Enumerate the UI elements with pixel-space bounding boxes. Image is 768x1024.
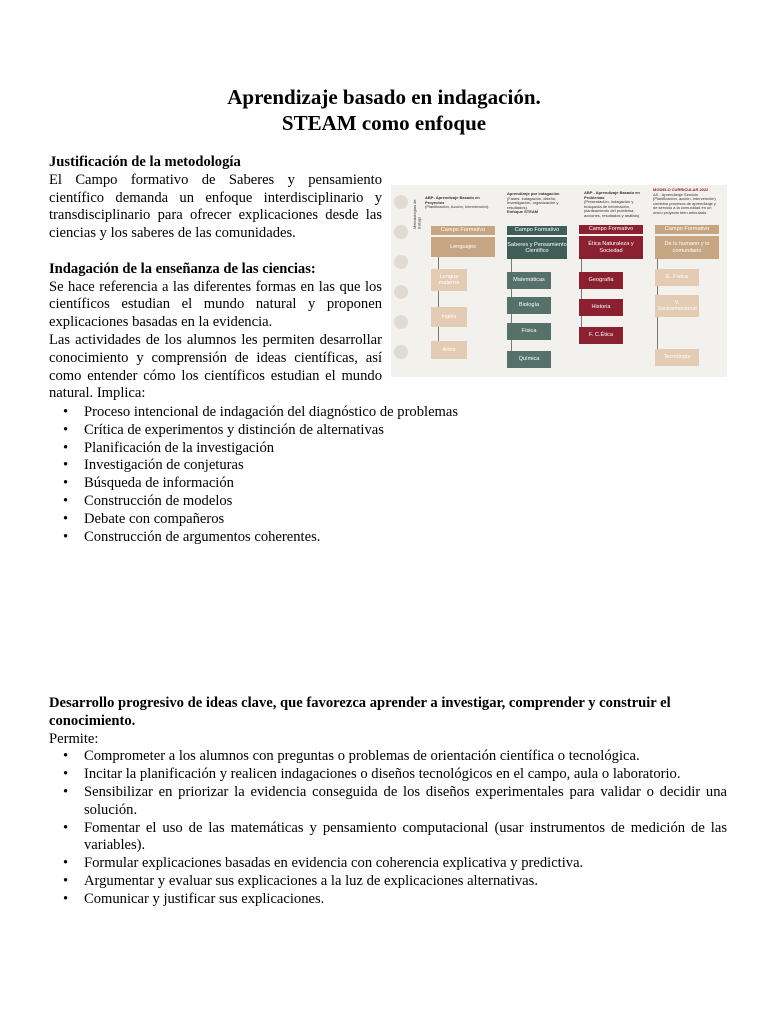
- diagram-vertical-label: Metodologías de trabajo: [412, 199, 422, 229]
- paragraph: El Campo formativo de Saberes y pensamiento científico demanda un enfoque interdisciplinario y transdisciplinario para ofrecer explicaciones desde las ciencias y los saberes de las comunidades.: [49, 171, 382, 242]
- col4-item: V. Socioemocional: [655, 295, 699, 317]
- col2-note: [507, 192, 567, 215]
- col2-item: Matemáticas: [507, 272, 551, 289]
- list-item: • Proceso intencional de indagación del diagnóstico de problemas: [49, 404, 729, 422]
- col2-item: Física: [507, 323, 551, 340]
- list-item: • Comunicar y justificar sus explicaciones.: [49, 891, 727, 909]
- col1-item: Inglés: [431, 307, 467, 327]
- col4-note-title: MODELO CURRICULAR 2022: [653, 187, 709, 192]
- list-item: • Comprometer a los alumnos con preguntas o problemas de orientación científica o tecnológica.: [49, 748, 727, 766]
- col4-item: E. Física: [655, 269, 699, 286]
- list-item: • Investigación de conjeturas: [49, 457, 729, 475]
- permite-list: [49, 748, 727, 908]
- col4-header: Campo Formativo: [655, 225, 719, 234]
- col2-note-extra: Enfoque STEAM: [507, 209, 539, 215]
- list-item: • Argumentar y evaluar sus explicaciones a la luz de explicaciones alternativas.: [49, 873, 727, 891]
- col2-main: Saberes y Pensamiento Científico: [507, 237, 567, 259]
- col3-note: [584, 191, 646, 219]
- list-item: • Crítica de experimentos y distinción de alternativas: [49, 422, 729, 440]
- list-item: • Planificación de la investigación: [49, 440, 729, 458]
- col3-item: Geografía: [579, 272, 623, 289]
- col3-item: F. C.Ética: [579, 327, 623, 344]
- col1-item: Artes: [431, 341, 467, 359]
- col1-note-body: (Planificación, Acción, Intervención).: [425, 204, 490, 210]
- section-justificacion: [49, 154, 382, 403]
- col2-note-title: Aprendizaje por indagación: [507, 191, 560, 196]
- col2-item: Química: [507, 351, 551, 368]
- list-item: • Construcción de argumentos coherentes.: [49, 529, 729, 547]
- col3-note-title: ABP - Aprendizaje Basado en Problemas: [584, 190, 640, 200]
- col2-header: Campo Formativo: [507, 226, 567, 235]
- col1-item: Lengua materna: [431, 269, 467, 291]
- curriculum-diagram: [391, 185, 727, 377]
- col2-item: Biología: [507, 297, 551, 314]
- col3-main: Ética Naturaleza y Sociedad: [579, 236, 643, 259]
- col1-main: Lenguajes: [431, 237, 495, 257]
- section-heading: Justificación de la metodología: [49, 154, 241, 170]
- section-heading: Desarrollo progresivo de ideas clave, que favorezca aprender a investigar, comprender y construir el conocimiento.: [49, 695, 671, 729]
- col4-main: De lo humano y lo comunitario: [655, 236, 719, 259]
- section-heading: Indagación de la enseñanza de las ciencias:: [49, 260, 316, 277]
- col1-note-title: ABP- Aprendizaje Basado en Proyectos: [425, 195, 480, 205]
- list-item: • Construcción de modelos: [49, 493, 729, 511]
- page-title-line1: Aprendizaje basado en indagación.: [227, 85, 541, 109]
- list-item: • Sensibilizar en priorizar la evidencia conseguida de los diseños experimentales para validar o decidir una solución.: [49, 784, 727, 820]
- paragraph: Las actividades de los alumnos les permiten desarrollar conocimiento y comprensión de ideas científicas, así como entender cómo los científicos estudian el mundo natural. Implica:: [49, 331, 382, 402]
- col1-header: Campo Formativo: [431, 226, 495, 235]
- col3-header: Campo Formativo: [579, 225, 643, 234]
- col2-note-body: (Fases: Indagación, diseño, Investigación, organización y resultados).: [507, 195, 559, 210]
- col1-note: [425, 196, 493, 210]
- implica-list: [49, 404, 729, 546]
- list-item: • Incitar la planificación y realicen indagaciones o diseños tecnológicos en el campo, aula o laboratorio.: [49, 766, 727, 784]
- section-desarrollo: [49, 695, 727, 909]
- list-item: • Búsqueda de información: [49, 475, 729, 493]
- page-title-line2: STEAM como enfoque: [281, 111, 487, 135]
- paragraph: Permite:: [49, 730, 99, 747]
- col4-note: [653, 188, 721, 216]
- list-item: • Fomentar el uso de las matemáticas y pensamiento computacional (usar instrumentos de medición de las variables).: [49, 820, 727, 856]
- list-item: • Formular explicaciones basadas en evidencia con coherencia explicativa y predictiva.: [49, 855, 727, 873]
- col4-item: Tecnología: [655, 349, 699, 366]
- col4-note-body: AS - Aprendizaje Servicio (Planificación, acción, intervención) combina procesos de aprendizaje y de servicio a la comunidad en un único proyecto bien articulado.: [653, 191, 716, 215]
- paragraph: Se hace referencia a las diferentes formas en las que los científicos estudian el mundo natural y proponen explicaciones basadas en la evidencia.: [49, 278, 382, 331]
- list-item: • Debate con compañeros: [49, 511, 729, 529]
- col3-item: Historia: [579, 299, 623, 316]
- col3-note-body: (Presentación, indagación y búsqueda de información, planteamiento del problema, acciones, resultados y análisis).: [584, 199, 641, 218]
- page-title: [0, 84, 768, 136]
